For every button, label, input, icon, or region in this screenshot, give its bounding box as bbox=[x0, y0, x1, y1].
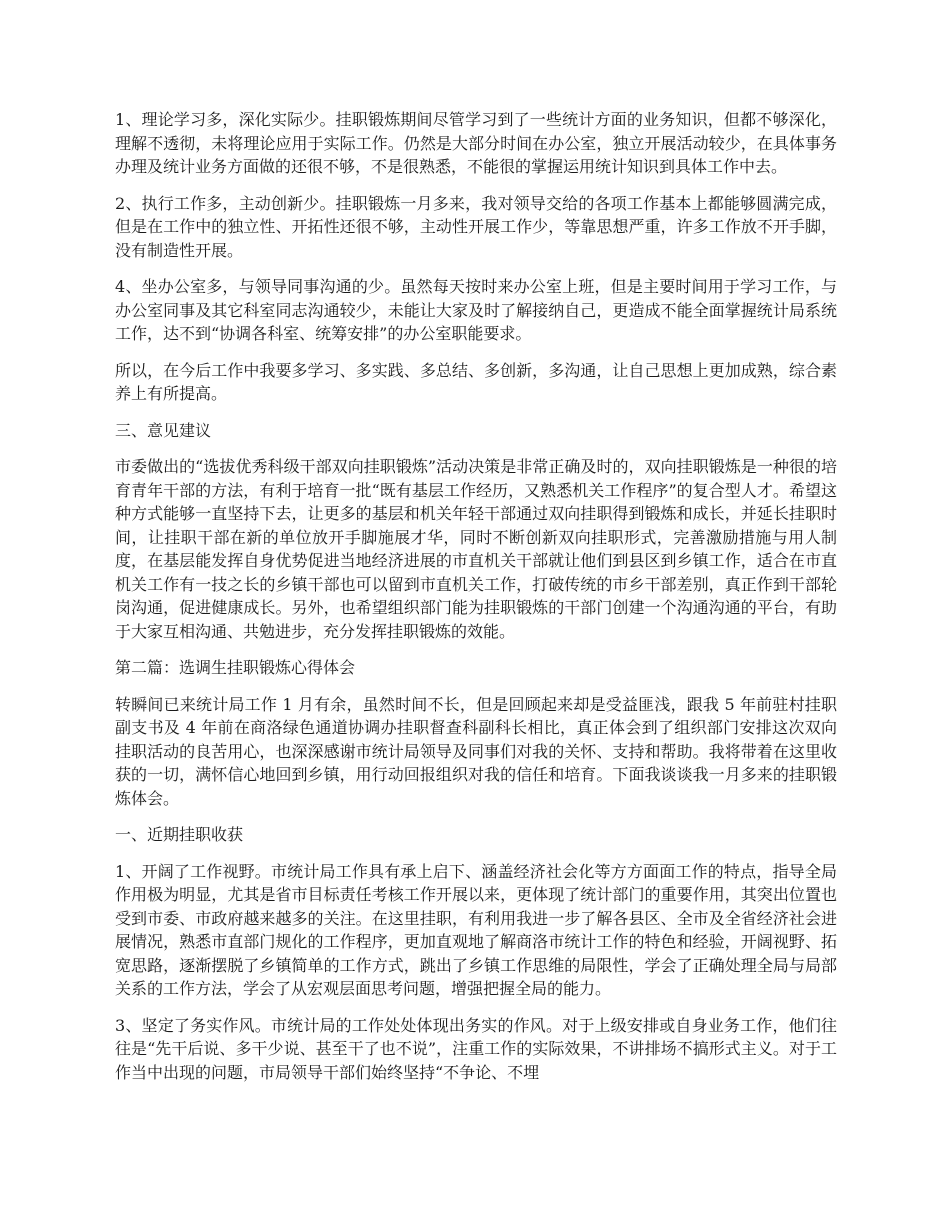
para-suggestions: 市委做出的“选拔优秀科级干部双向挂职锻炼”活动决策是非常正确及时的，双向挂职锻炼是一种很的培育青年干部的方法，有利于培育一批“既有基层工作经历，又熟悉机关工作程序”的复合型人才。希望这种方式能够一直坚持下去，让更多的基层和机关年轻干部通过双向挂职得到锻炼和成长，并延长挂职时间，让挂职干部在新的单位放开手脚施展才华，同时不断创新双向挂职形式，完善激励措施与用人制度，在基层能发挥自身优势促进当地经济进展的市直机关干部就让他们到县区到乡镇工作，适合在市直机关工作有一技之长的乡镇干部也可以留到市直机关工作，打破传统的市乡干部差别，真正作到干部轮岗沟通，促进健康成长。另外，也希望组织部门能为挂职锻炼的干部门创建一个沟通沟通的平台，有助于大家互相沟通、共勉进步，充分发挥挂职锻炼的效能。 bbox=[115, 457, 837, 641]
para-theory-study: 1、理论学习多，深化实际少。挂职锻炼期间尽管学习到了一些统计方面的业务知识，但都不够深化，理解不透彻，未将理论应用于实际工作。仍然是大部分时间在办公室，独立开展活动较少，在具体事务办理及统计业务方面做的还很不够，不是很熟悉，不能很的掌握运用统计知识到具体工作中去。 bbox=[115, 110, 837, 176]
para-broadened-vision: 1、开阔了工作视野。市统计局工作具有承上启下、涵盖经济社会化等方方面面工作的特点，指导全局作用极为明显，尤其是省市目标责任考核工作开展以来，更体现了统计部门的重要作用，其突出位置也受到市委、市政府越来越多的关注。在这里挂职，有利用我进一步了解各县区、全市及全省经济社会进展情况，熟悉市直部门规化的工作程序，更加直观地了解商洛市统计工作的特色和经验，开阔视野、拓宽思路，逐渐摆脱了乡镇简单的工作方式，跳出了乡镇工作思维的局限性，学会了正确处理全局与局部关系的工作方法，学会了从宏观层面思考问题，增强把握全局的能力。 bbox=[115, 861, 837, 998]
para-intro: 转瞬间已来统计局工作 1 月有余，虽然时间不长，但是回顾起来却是受益匪浅，跟我 5 年前驻村挂职副支书及 4 年前在商洛绿色通道协调办挂职督查科副科长相比，真正体会到了组织部门安排这次双向挂职活动的良苦用心，也深深感谢市统计局领导及同事们对我的关怀、支持和帮助。我将带着在这里收获的一切，满怀信心地回到乡镇，用行动回报组织对我的信任和培育。下面我谈谈我一月多来的挂职锻炼体会。 bbox=[115, 694, 837, 808]
para-office-communication: 4、坐办公室多，与领导同事沟通的少。虽然每天按时来办公室上班，但是主要时间用于学习工作，与办公室同事及其它科室同志沟通较少，未能让大家及时了解接纳自己，更造成不能全面掌握统计局系统工作，达不到“协调各科室、统筹安排”的办公室职能要求。 bbox=[115, 277, 837, 343]
heading-suggestions: 三、意见建议 bbox=[115, 420, 212, 440]
heading-second-article: 第二篇：选调生挂职锻炼心得体会 bbox=[115, 658, 356, 677]
para-execution-work: 2、执行工作多，主动创新少。挂职锻炼一月多来，我对领导交给的各项工作基本上都能够圆满完成，但是在工作中的独立性、开拓性还很不够，主动性开展工作少，等靠思想严重，许多工作放不开手脚，没有制造性开展。 bbox=[115, 193, 837, 260]
heading-recent-gains: 一、近期挂职收获 bbox=[115, 825, 244, 844]
para-pragmatic-style: 3、坚定了务实作风。市统计局的工作处处体现出务实的作风。对于上级安排或自身业务工作，他们往往是“先干后说、多干少说、甚至干了也不说”，注重工作的实际效果，不讲排场不搞形式主义。对于工作当中出现的问题，市局领导干部们始终坚持“不争论、不埋 bbox=[115, 1015, 837, 1082]
para-future-plan: 所以，在今后工作中我要多学习、多实践、多总结、多创新，多沟通，让自己思想上更加成熟，综合素养上有所提高。 bbox=[115, 360, 837, 403]
